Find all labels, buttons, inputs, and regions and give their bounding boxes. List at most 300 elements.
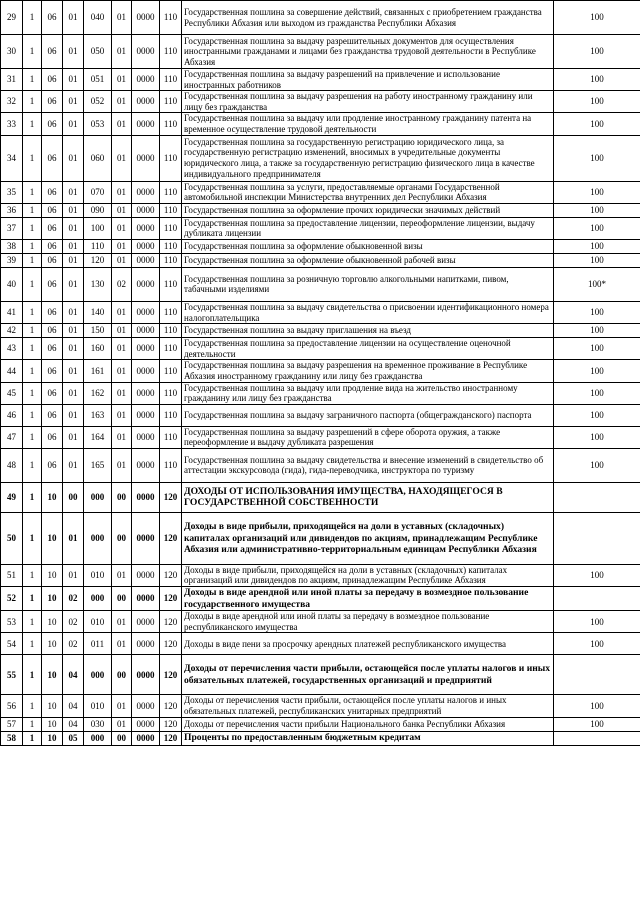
row-value: 100: [554, 717, 640, 731]
row-value: 100: [554, 113, 640, 135]
code-part-4: 000: [84, 587, 112, 611]
code-part-4: 120: [84, 253, 112, 267]
row-description: Государственная пошлина за оформление обыкновенной рабочей визы: [182, 253, 554, 267]
table-row: [1, 217, 640, 239]
row-value: 100: [554, 69, 640, 91]
code-part-4: 010: [84, 611, 112, 633]
code-part-2: 10: [42, 482, 63, 512]
row-value: 100: [554, 203, 640, 217]
code-part-1: 1: [23, 731, 42, 745]
row-value: 100*: [554, 267, 640, 301]
code-part-5: 01: [112, 633, 132, 655]
row-description: Доходы от перечисления части прибыли, остающейся после уплаты налогов и иных обязательных платежей, республиканских унитарных предприятий: [182, 695, 554, 717]
code-part-6: 0000: [132, 203, 160, 217]
row-value: 100: [554, 301, 640, 323]
code-part-5: 01: [112, 426, 132, 448]
code-part-5: 00: [112, 731, 132, 745]
code-part-2: 06: [42, 181, 63, 203]
code-part-5: 01: [112, 253, 132, 267]
code-part-3: 01: [63, 564, 84, 586]
table-row: [1, 695, 640, 717]
code-part-2: 06: [42, 301, 63, 323]
row-description: Государственная пошлина за оформление обыкновенной визы: [182, 239, 554, 253]
code-part-2: 06: [42, 35, 63, 69]
code-part-3: 01: [63, 217, 84, 239]
code-part-7: 120: [160, 655, 182, 695]
row-number: 31: [1, 69, 23, 91]
table-row: [1, 35, 640, 69]
code-part-7: 110: [160, 338, 182, 360]
code-part-4: 162: [84, 382, 112, 404]
code-part-4: 110: [84, 239, 112, 253]
row-number: 32: [1, 91, 23, 113]
code-part-2: 10: [42, 587, 63, 611]
code-part-2: 10: [42, 611, 63, 633]
code-part-4: 010: [84, 564, 112, 586]
code-part-5: 01: [112, 113, 132, 135]
row-description: Государственная пошлина за выдачу разрешения на работу иностранному гражданину или лицу без гражданства: [182, 91, 554, 113]
code-part-2: 06: [42, 267, 63, 301]
code-part-1: 1: [23, 69, 42, 91]
row-number: 44: [1, 360, 23, 382]
row-description: Доходы от перечисления части прибыли Национального банка Республики Абхазия: [182, 717, 554, 731]
row-description: Государственная пошлина за выдачу свидетельства и внесение изменений в свидетельство об аттестации экскурсовода (гида), гида-переводчика, инструктора по туризму: [182, 448, 554, 482]
code-part-5: 02: [112, 267, 132, 301]
code-part-5: 01: [112, 360, 132, 382]
code-part-7: 110: [160, 217, 182, 239]
code-part-2: 06: [42, 404, 63, 426]
code-part-3: 01: [63, 404, 84, 426]
row-value: 100: [554, 404, 640, 426]
table-row: [1, 239, 640, 253]
code-part-4: 010: [84, 695, 112, 717]
row-value: 100: [554, 324, 640, 338]
row-number: 38: [1, 239, 23, 253]
code-part-2: 06: [42, 113, 63, 135]
table-row: [1, 587, 640, 611]
code-part-4: 161: [84, 360, 112, 382]
row-value: 100: [554, 564, 640, 586]
row-number: 53: [1, 611, 23, 633]
row-description: Государственная пошлина за выдачу разрешения на временное проживание в Республике Абхазия иностранному гражданину или лицу без гражданства: [182, 360, 554, 382]
code-part-6: 0000: [132, 426, 160, 448]
row-description: Государственная пошлина за предоставление лицензии, переоформление лицензии, выдачу дубликата лицензии: [182, 217, 554, 239]
code-part-7: 110: [160, 135, 182, 181]
table-row: [1, 301, 640, 323]
code-part-3: 01: [63, 338, 84, 360]
code-part-1: 1: [23, 301, 42, 323]
row-description: Государственная пошлина за предоставление лицензии на осуществление оценочной деятельности: [182, 338, 554, 360]
row-number: 49: [1, 482, 23, 512]
code-part-5: 01: [112, 203, 132, 217]
code-part-4: 130: [84, 267, 112, 301]
code-part-1: 1: [23, 217, 42, 239]
code-part-6: 0000: [132, 324, 160, 338]
table-row: [1, 448, 640, 482]
code-part-4: 030: [84, 717, 112, 731]
row-description: Доходы в виде прибыли, приходящейся на доли в уставных (складочных) капиталах организаций или дивидендов по акциям, принадлежащим Республике Абхазия или административно-территориальным единицам Республики Абхазия: [182, 512, 554, 564]
code-part-3: 01: [63, 1, 84, 35]
code-part-1: 1: [23, 203, 42, 217]
row-number: 52: [1, 587, 23, 611]
code-part-7: 110: [160, 324, 182, 338]
row-description: Доходы в виде арендной или иной платы за передачу в возмездное пользование республиканского имущества: [182, 611, 554, 633]
code-part-5: 01: [112, 382, 132, 404]
row-number: 40: [1, 267, 23, 301]
code-part-6: 0000: [132, 253, 160, 267]
code-part-6: 0000: [132, 217, 160, 239]
code-part-6: 0000: [132, 731, 160, 745]
code-part-7: 120: [160, 695, 182, 717]
code-part-5: 00: [112, 482, 132, 512]
code-part-3: 00: [63, 482, 84, 512]
code-part-4: 090: [84, 203, 112, 217]
code-part-2: 06: [42, 91, 63, 113]
code-part-7: 110: [160, 1, 182, 35]
code-part-5: 01: [112, 301, 132, 323]
code-part-1: 1: [23, 655, 42, 695]
code-part-6: 0000: [132, 587, 160, 611]
code-part-3: 01: [63, 203, 84, 217]
code-part-4: 053: [84, 113, 112, 135]
table-row: [1, 633, 640, 655]
code-part-4: 165: [84, 448, 112, 482]
code-part-7: 120: [160, 512, 182, 564]
code-part-5: 01: [112, 181, 132, 203]
code-part-1: 1: [23, 611, 42, 633]
code-part-1: 1: [23, 587, 42, 611]
code-part-1: 1: [23, 482, 42, 512]
code-part-4: 011: [84, 633, 112, 655]
code-part-2: 06: [42, 426, 63, 448]
code-part-6: 0000: [132, 135, 160, 181]
code-part-2: 10: [42, 633, 63, 655]
code-part-4: 040: [84, 1, 112, 35]
table-row: [1, 203, 640, 217]
code-part-3: 01: [63, 135, 84, 181]
code-part-7: 110: [160, 203, 182, 217]
row-description: Доходы в виде пени за просрочку арендных платежей республиканского имущества: [182, 633, 554, 655]
code-part-7: 110: [160, 301, 182, 323]
row-number: 43: [1, 338, 23, 360]
code-part-1: 1: [23, 382, 42, 404]
code-part-1: 1: [23, 717, 42, 731]
code-part-3: 01: [63, 426, 84, 448]
row-description: Государственная пошлина за выдачу разрешений в сфере оборота оружия, а также переоформление и выдачу дубликата разрешения: [182, 426, 554, 448]
code-part-7: 110: [160, 382, 182, 404]
code-part-5: 01: [112, 717, 132, 731]
code-part-3: 02: [63, 633, 84, 655]
code-part-6: 0000: [132, 360, 160, 382]
code-part-5: 01: [112, 217, 132, 239]
row-value: 100: [554, 91, 640, 113]
code-part-5: 01: [112, 239, 132, 253]
row-description: Государственная пошлина за совершение действий, связанных с приобретением гражданства Республики Абхазия или выходом из гражданства Республики Абхазия: [182, 1, 554, 35]
code-part-7: 110: [160, 35, 182, 69]
table-row: [1, 1, 640, 35]
row-number: 47: [1, 426, 23, 448]
code-part-2: 06: [42, 253, 63, 267]
code-part-7: 110: [160, 91, 182, 113]
code-part-5: 01: [112, 35, 132, 69]
code-part-1: 1: [23, 135, 42, 181]
code-part-2: 06: [42, 448, 63, 482]
table-row: [1, 426, 640, 448]
code-part-7: 120: [160, 564, 182, 586]
row-number: 48: [1, 448, 23, 482]
code-part-6: 0000: [132, 695, 160, 717]
code-part-3: 01: [63, 35, 84, 69]
code-part-3: 04: [63, 717, 84, 731]
code-part-6: 0000: [132, 113, 160, 135]
code-part-4: 070: [84, 181, 112, 203]
code-part-2: 10: [42, 731, 63, 745]
row-description: Государственная пошлина за выдачу свидетельства о присвоении идентификационного номера налогоплательщика: [182, 301, 554, 323]
code-part-4: 140: [84, 301, 112, 323]
code-part-7: 110: [160, 253, 182, 267]
code-part-4: 160: [84, 338, 112, 360]
table-row: [1, 338, 640, 360]
row-number: 37: [1, 217, 23, 239]
code-part-6: 0000: [132, 69, 160, 91]
code-part-5: 00: [112, 512, 132, 564]
code-part-6: 0000: [132, 404, 160, 426]
code-part-2: 06: [42, 239, 63, 253]
row-description: Государственная пошлина за выдачу разрешений на привлечение и использование иностранных работников: [182, 69, 554, 91]
code-part-2: 06: [42, 338, 63, 360]
code-part-6: 0000: [132, 1, 160, 35]
code-part-4: 000: [84, 655, 112, 695]
row-description: Государственная пошлина за розничную торговлю алкогольными напитками, пивом, табачными изделиями: [182, 267, 554, 301]
code-part-5: 01: [112, 448, 132, 482]
code-part-5: 00: [112, 587, 132, 611]
code-part-6: 0000: [132, 91, 160, 113]
code-part-7: 110: [160, 267, 182, 301]
code-part-6: 0000: [132, 382, 160, 404]
code-part-4: 060: [84, 135, 112, 181]
code-part-7: 110: [160, 360, 182, 382]
row-number: 34: [1, 135, 23, 181]
row-number: 33: [1, 113, 23, 135]
row-number: 39: [1, 253, 23, 267]
code-part-2: 10: [42, 717, 63, 731]
code-part-7: 110: [160, 404, 182, 426]
table-row: [1, 135, 640, 181]
code-part-3: 04: [63, 695, 84, 717]
code-part-4: 051: [84, 69, 112, 91]
code-part-4: 000: [84, 731, 112, 745]
code-part-2: 06: [42, 203, 63, 217]
code-part-7: 120: [160, 717, 182, 731]
table-row: [1, 382, 640, 404]
code-part-3: 01: [63, 324, 84, 338]
row-number: 42: [1, 324, 23, 338]
row-description: Государственная пошлина за услуги, предоставляемые органами Государственной автомобильной инспекции Министерства внутренних дел Республики Абхазия: [182, 181, 554, 203]
code-part-1: 1: [23, 512, 42, 564]
code-part-1: 1: [23, 324, 42, 338]
code-part-1: 1: [23, 113, 42, 135]
code-part-7: 110: [160, 239, 182, 253]
code-part-5: 01: [112, 404, 132, 426]
code-part-2: 06: [42, 69, 63, 91]
table-row: [1, 69, 640, 91]
code-part-7: 120: [160, 731, 182, 745]
table-row: [1, 611, 640, 633]
row-value: [554, 655, 640, 695]
code-part-6: 0000: [132, 338, 160, 360]
row-value: [554, 731, 640, 745]
table-row: [1, 324, 640, 338]
row-number: 55: [1, 655, 23, 695]
row-description: Доходы в виде арендной или иной платы за передачу в возмездное пользование государственного имущества: [182, 587, 554, 611]
code-part-1: 1: [23, 360, 42, 382]
code-part-4: 150: [84, 324, 112, 338]
row-number: 51: [1, 564, 23, 586]
row-value: 100: [554, 426, 640, 448]
code-part-4: 000: [84, 512, 112, 564]
code-part-4: 000: [84, 482, 112, 512]
row-value: 100: [554, 181, 640, 203]
code-part-1: 1: [23, 35, 42, 69]
row-value: [554, 587, 640, 611]
row-description: Государственная пошлина за выдачу разрешительных документов для осуществления иностранными гражданами и лицами без гражданства трудовой деятельности в Республике Абхазия: [182, 35, 554, 69]
code-part-1: 1: [23, 267, 42, 301]
code-part-2: 06: [42, 217, 63, 239]
code-part-5: 01: [112, 1, 132, 35]
code-part-5: 01: [112, 564, 132, 586]
row-number: 54: [1, 633, 23, 655]
code-part-1: 1: [23, 695, 42, 717]
table-row: [1, 267, 640, 301]
row-description: Государственная пошлина за выдачу заграничного паспорта (общегражданского) паспорта: [182, 404, 554, 426]
code-part-7: 120: [160, 587, 182, 611]
code-part-6: 0000: [132, 448, 160, 482]
code-part-6: 0000: [132, 301, 160, 323]
code-part-3: 01: [63, 448, 84, 482]
code-part-4: 100: [84, 217, 112, 239]
code-part-6: 0000: [132, 655, 160, 695]
row-value: 100: [554, 695, 640, 717]
code-part-3: 02: [63, 587, 84, 611]
code-part-7: 120: [160, 633, 182, 655]
row-value: 100: [554, 217, 640, 239]
code-part-3: 01: [63, 91, 84, 113]
row-number: 56: [1, 695, 23, 717]
code-part-3: 01: [63, 267, 84, 301]
code-part-6: 0000: [132, 239, 160, 253]
code-part-1: 1: [23, 426, 42, 448]
code-part-1: 1: [23, 633, 42, 655]
row-description: Государственная пошлина за выдачу или продление вида на жительство иностранному гражданину или лицу без гражданства: [182, 382, 554, 404]
table-row: [1, 731, 640, 745]
code-part-2: 06: [42, 324, 63, 338]
code-part-1: 1: [23, 564, 42, 586]
code-part-2: 06: [42, 135, 63, 181]
code-part-3: 01: [63, 301, 84, 323]
code-part-7: 110: [160, 448, 182, 482]
table-row: [1, 717, 640, 731]
code-part-2: 10: [42, 512, 63, 564]
code-part-3: 01: [63, 382, 84, 404]
code-part-2: 06: [42, 1, 63, 35]
row-value: 100: [554, 611, 640, 633]
code-part-6: 0000: [132, 633, 160, 655]
code-part-3: 01: [63, 512, 84, 564]
code-part-7: 120: [160, 482, 182, 512]
code-part-6: 0000: [132, 35, 160, 69]
row-value: 100: [554, 382, 640, 404]
row-value: 100: [554, 239, 640, 253]
row-value: 100: [554, 360, 640, 382]
code-part-1: 1: [23, 448, 42, 482]
code-part-3: 01: [63, 253, 84, 267]
row-value: 100: [554, 338, 640, 360]
code-part-5: 01: [112, 135, 132, 181]
code-part-5: 01: [112, 324, 132, 338]
code-part-1: 1: [23, 338, 42, 360]
row-number: 45: [1, 382, 23, 404]
row-value: 100: [554, 135, 640, 181]
code-part-3: 01: [63, 181, 84, 203]
row-number: 50: [1, 512, 23, 564]
code-part-3: 04: [63, 655, 84, 695]
table-row: [1, 564, 640, 586]
code-part-3: 01: [63, 113, 84, 135]
code-part-7: 110: [160, 426, 182, 448]
table-row: [1, 360, 640, 382]
row-description: Доходы от перечисления части прибыли, остающейся после уплаты налогов и иных обязательных платежей, государственных организаций и предприятий: [182, 655, 554, 695]
row-description: Проценты по предоставленным бюджетным кредитам: [182, 731, 554, 745]
code-part-1: 1: [23, 1, 42, 35]
code-part-1: 1: [23, 239, 42, 253]
code-part-5: 01: [112, 91, 132, 113]
row-number: 35: [1, 181, 23, 203]
row-description: Государственная пошлина за выдачу или продление иностранному гражданину патента на временное осуществление трудовой деятельности: [182, 113, 554, 135]
code-part-2: 06: [42, 360, 63, 382]
table-row: [1, 655, 640, 695]
code-part-1: 1: [23, 181, 42, 203]
code-part-4: 052: [84, 91, 112, 113]
code-part-3: 01: [63, 69, 84, 91]
row-number: 29: [1, 1, 23, 35]
code-part-1: 1: [23, 404, 42, 426]
code-part-3: 05: [63, 731, 84, 745]
code-part-7: 120: [160, 611, 182, 633]
code-part-1: 1: [23, 91, 42, 113]
code-part-3: 01: [63, 239, 84, 253]
code-part-5: 01: [112, 611, 132, 633]
row-description: Государственная пошлина за государственную регистрацию юридического лица, за государственную регистрацию изменений, вносимых в учредительные документы юридического лица, а также за государственную регистрацию физического лица в качестве индивидуального предпринимателя: [182, 135, 554, 181]
code-part-6: 0000: [132, 267, 160, 301]
row-number: 46: [1, 404, 23, 426]
row-value: [554, 512, 640, 564]
code-part-4: 164: [84, 426, 112, 448]
table-row: [1, 181, 640, 203]
code-part-2: 10: [42, 564, 63, 586]
row-number: 30: [1, 35, 23, 69]
code-part-7: 110: [160, 181, 182, 203]
code-part-6: 0000: [132, 181, 160, 203]
code-part-6: 0000: [132, 717, 160, 731]
row-value: 100: [554, 1, 640, 35]
code-part-2: 10: [42, 655, 63, 695]
code-part-4: 050: [84, 35, 112, 69]
row-description: ДОХОДЫ ОТ ИСПОЛЬЗОВАНИЯ ИМУЩЕСТВА, НАХОДЯЩЕГОСЯ В ГОСУДАРСТВЕННОЙ СОБСТВЕННОСТИ: [182, 482, 554, 512]
row-value: [554, 482, 640, 512]
row-number: 57: [1, 717, 23, 731]
row-number: 58: [1, 731, 23, 745]
table-row: [1, 404, 640, 426]
